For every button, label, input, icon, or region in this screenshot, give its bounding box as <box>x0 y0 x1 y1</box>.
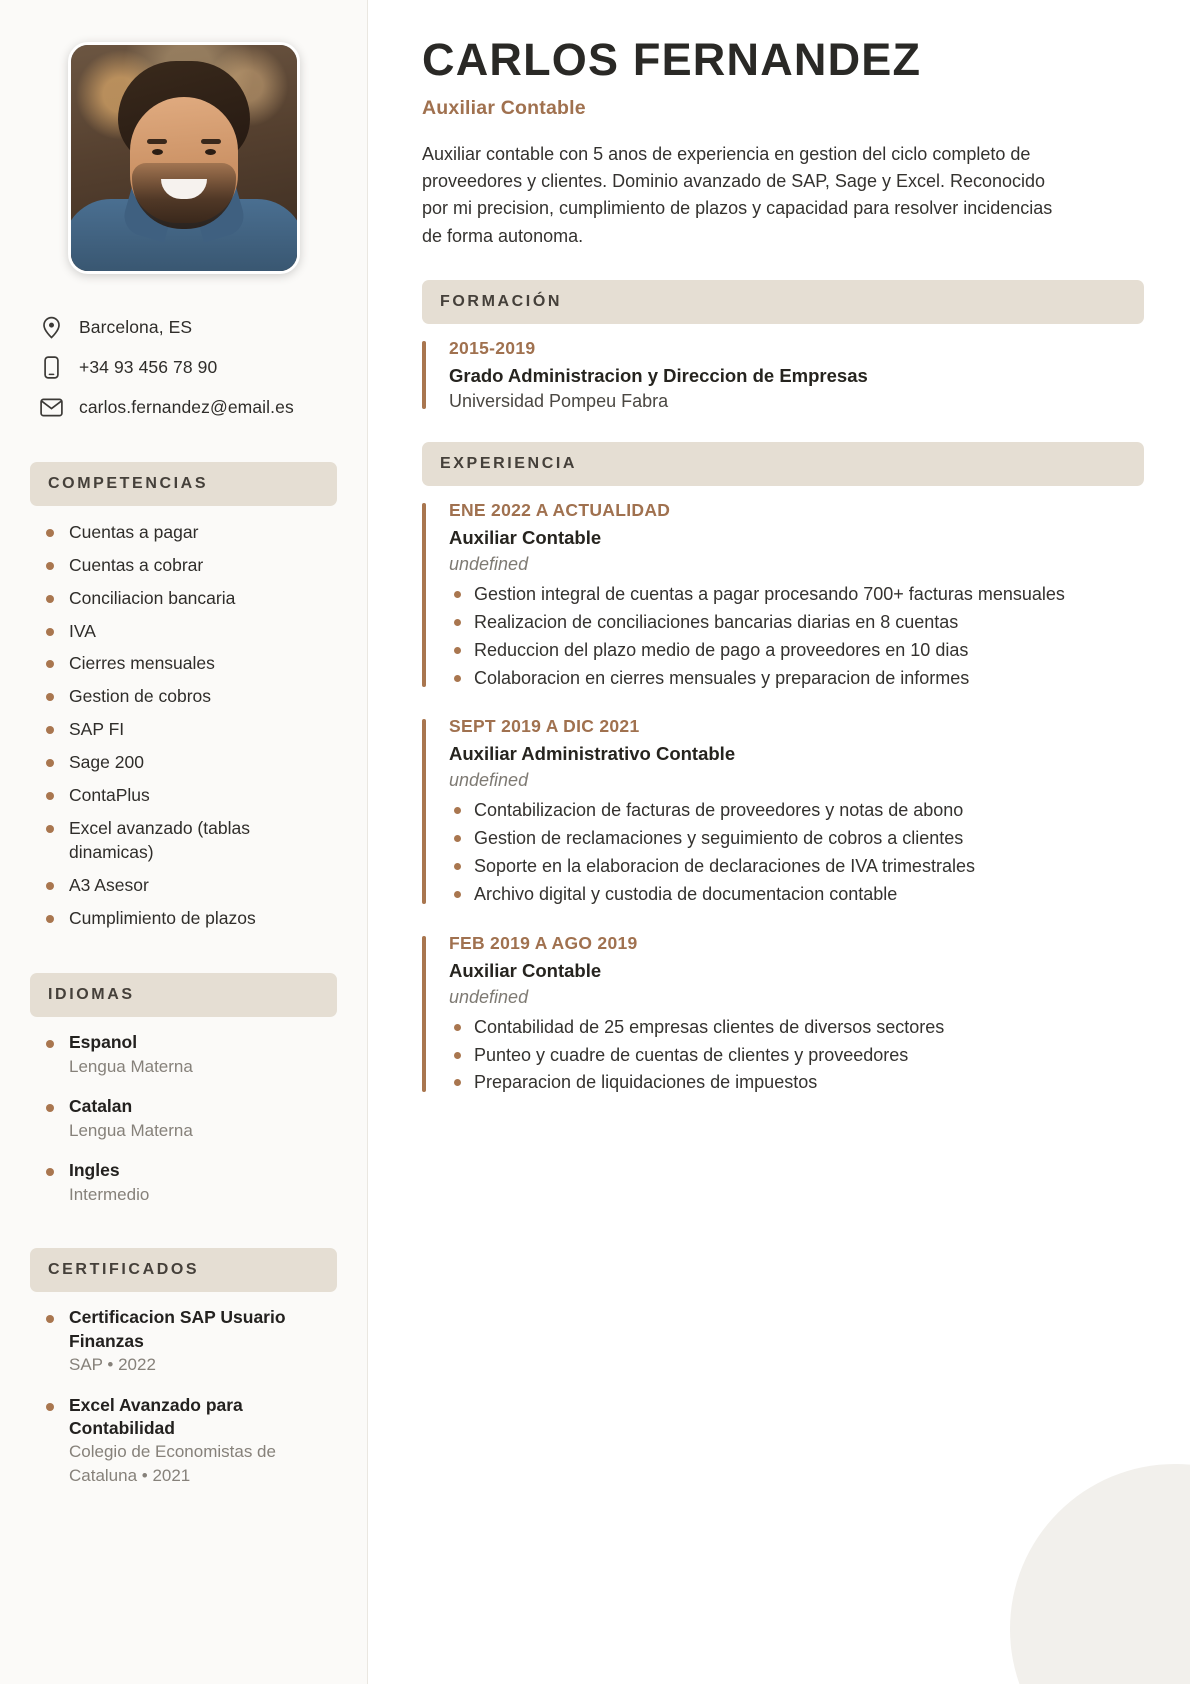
certificate-name: Excel Avanzado para Contabilidad <box>69 1394 243 1438</box>
certificate-meta: Colegio de Economistas de Cataluna • 2021 <box>69 1442 276 1485</box>
photo-eye-right <box>205 149 216 155</box>
skills-list <box>30 520 337 931</box>
list-item: A3 Asesor <box>42 873 337 898</box>
photo-eyebrow-left <box>147 139 167 144</box>
list-item: IVA <box>42 619 337 644</box>
experience-date: ENE 2022 A ACTUALIDAD <box>449 500 671 521</box>
section-header-experiencia: EXPERIENCIA <box>422 442 1144 486</box>
experience-entry <box>422 500 1144 690</box>
list-item: ContaPlus <box>42 783 337 808</box>
education-school: Universidad Pompeu Fabra <box>449 391 669 412</box>
experience-entry <box>422 716 1144 906</box>
contact-list <box>30 314 337 420</box>
language-name: Espanol <box>69 1031 138 1052</box>
experience-organization: undefined <box>449 554 529 575</box>
list-item: Cuentas a pagar <box>42 520 337 545</box>
contact-phone-text: +34 93 456 78 90 <box>79 356 218 377</box>
experience-organization: undefined <box>449 770 529 791</box>
list-item: Gestion de reclamaciones y seguimiento de cobros a clientes <box>449 826 1144 851</box>
language-level: Lengua Materna <box>69 1120 193 1140</box>
section-header-idiomas: IDIOMAS <box>30 973 337 1017</box>
section-header-formacion: FORMACIÓN <box>422 280 1144 324</box>
list-item: Preparacion de liquidaciones de impuestos <box>449 1070 1144 1095</box>
list-item: Sage 200 <box>42 750 337 775</box>
photo-eye-left <box>152 149 163 155</box>
education-date: 2015-2019 <box>449 338 536 359</box>
list-item: Contabilidad de 25 empresas clientes de diversos sectores <box>449 1015 1144 1040</box>
list-item: SAP FI <box>42 717 337 742</box>
list-item <box>42 1159 337 1206</box>
experience-bullets <box>449 582 1144 690</box>
list-item: Soporte en la elaboracion de declaraciones de IVA trimestrales <box>449 854 1144 879</box>
list-item: Cuentas a cobrar <box>42 553 337 578</box>
main-column <box>368 0 1190 1684</box>
experience-organization: undefined <box>449 986 529 1007</box>
list-item: Colaboracion en cierres mensuales y preparacion de informes <box>449 666 1144 691</box>
list-item: Excel avanzado (tablas dinamicas) <box>42 816 337 866</box>
experience-date: SEPT 2019 A DIC 2021 <box>449 716 640 737</box>
photo-eyebrow-right <box>201 139 221 144</box>
language-level: Lengua Materna <box>69 1056 193 1076</box>
sidebar <box>0 0 368 1684</box>
list-item <box>42 1031 337 1078</box>
list-item: Cierres mensuales <box>42 651 337 676</box>
email-icon <box>38 398 64 417</box>
list-item: Gestion de cobros <box>42 684 337 709</box>
certificates-list <box>30 1306 337 1487</box>
contact-location-text: Barcelona, ES <box>79 316 193 337</box>
profile-summary: Auxiliar contable con 5 anos de experiencia en gestion del ciclo completo de proveedores y clientes. Dominio avanzado de SAP, Sage y Excel. Reconocido por mi precision, cumplimiento de plazos y capacidad para resolver incidencias de forma autonoma. <box>422 143 1053 246</box>
language-level: Intermedio <box>69 1184 150 1204</box>
contact-email-text: carlos.fernandez@email.es <box>79 396 294 417</box>
phone-icon <box>38 356 64 379</box>
list-item <box>42 1095 337 1142</box>
location-pin-icon <box>38 316 64 339</box>
languages-list <box>30 1031 337 1206</box>
contact-location <box>38 314 337 340</box>
experience-bullets <box>449 1015 1144 1095</box>
experience-bullets <box>449 798 1144 906</box>
certificate-name: Certificacion SAP Usuario Finanzas <box>69 1307 286 1351</box>
list-item: Contabilizacion de facturas de proveedores y notas de abono <box>449 798 1144 823</box>
language-name: Ingles <box>69 1160 120 1181</box>
education-entry <box>422 338 1144 412</box>
certificate-meta: SAP • 2022 <box>69 1355 156 1375</box>
list-item: Cumplimiento de plazos <box>42 906 337 931</box>
language-name: Catalan <box>69 1096 133 1117</box>
list-item: Punteo y cuadre de cuentas de clientes y proveedores <box>449 1043 1144 1068</box>
list-item: Reduccion del plazo medio de pago a proveedores en 10 dias <box>449 638 1144 663</box>
experience-title: Auxiliar Administrativo Contable <box>449 743 736 765</box>
profile-photo <box>68 42 300 274</box>
section-header-certificados: CERTIFICADOS <box>30 1248 337 1292</box>
list-item: Gestion integral de cuentas a pagar procesando 700+ facturas mensuales <box>449 582 1144 607</box>
page-title: CARLOS FERNANDEZ <box>422 34 922 85</box>
list-item <box>42 1306 337 1376</box>
experience-title: Auxiliar Contable <box>449 527 602 549</box>
list-item <box>42 1394 337 1488</box>
contact-email <box>38 394 337 420</box>
contact-phone <box>38 354 337 380</box>
list-item: Realizacion de conciliaciones bancarias diarias en 8 cuentas <box>449 610 1144 635</box>
list-item: Archivo digital y custodia de documentacion contable <box>449 882 1144 907</box>
experience-date: FEB 2019 A AGO 2019 <box>449 932 638 953</box>
experience-entry <box>422 933 1144 1095</box>
section-header-competencias: COMPETENCIAS <box>30 462 337 506</box>
job-role-subtitle: Auxiliar Contable <box>422 96 586 119</box>
experience-title: Auxiliar Contable <box>449 959 602 981</box>
list-item: Conciliacion bancaria <box>42 586 337 611</box>
education-title: Grado Administracion y Direccion de Empresas <box>449 365 868 387</box>
